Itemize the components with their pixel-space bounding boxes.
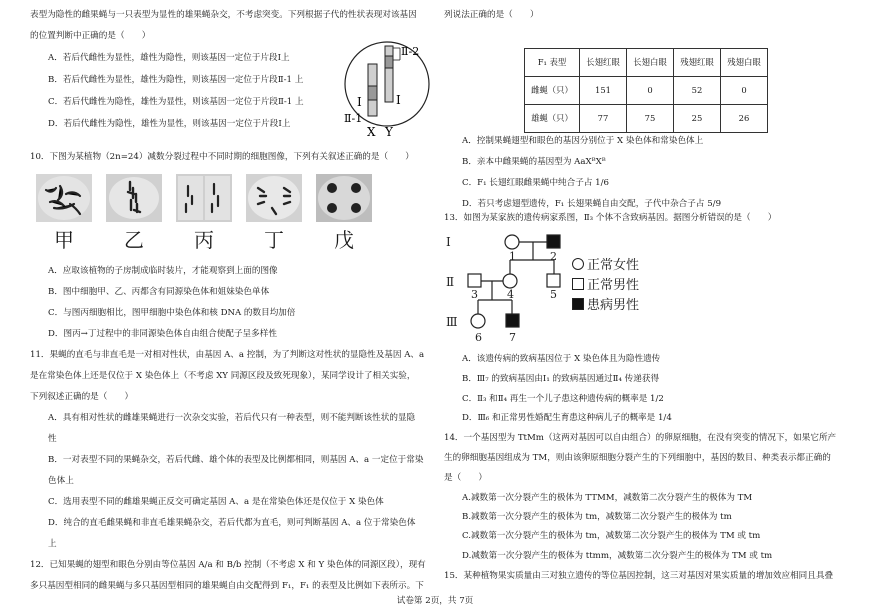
cell-images — [36, 174, 376, 254]
q9-option-c: C．若后代雌性为隐性，雄性为显性，则该基因一定位于片段Ⅱ-1 上 — [48, 97, 304, 107]
q10-option-c: C．与图丙细胞相比，图甲细胞中染色体和核 DNA 的数目均加倍 — [48, 308, 296, 318]
x-homologous-segment — [368, 86, 377, 100]
q12-option-b: B．亲本中雌果蝇的基因型为 AaXᴮXᴮ — [462, 157, 606, 167]
q11-option-b-line1: B．一对表型不同的果蝇杂交，若后代雌、雄个体的表型及比例都相同，则基因 A、a 一定位于常染 — [48, 455, 424, 465]
y-chromosome — [385, 46, 393, 102]
generation-label-ii: Ⅱ — [446, 275, 455, 289]
cell-image-ding — [246, 174, 302, 222]
cell-image-yi — [106, 174, 162, 222]
cell-label-bing: 丙 — [194, 228, 214, 252]
pedigree-chart — [444, 228, 684, 348]
q13-option-a: A．该遗传病的致病基因位于 X 染色体且为隐性遗传 — [462, 354, 661, 364]
q14-option-b: B.减数第一次分裂产生的极体为 tm，减数第二次分裂产生的极体为 tm — [462, 512, 732, 522]
q14-stem-line1: 14．一个基因型为 TtMm（这两对基因可以自由组合）的卵原细胞，在没有突变的情况下，如果它所产 — [444, 433, 837, 443]
q12-stem-continued: 列说法正确的是（ ） — [444, 10, 539, 20]
q11-option-d-line1: D．纯合的直毛雌果蝇和非直毛雄果蝇杂交，若后代都为直毛，则可判断基因 A、a 位于常染色体 — [48, 518, 416, 528]
q14-stem-line2: 生的卵细胞基因组成为 TM，则由该卵原细胞分裂产生的下列细胞中，基因的数目、种类表示都正确的 — [444, 453, 831, 463]
label-i-right: Ⅰ — [396, 93, 401, 107]
legend-affected-male — [572, 298, 639, 318]
legend-label: 正常男性 — [587, 278, 640, 293]
y-homologous-segment — [385, 56, 393, 68]
circle-icon — [572, 258, 584, 270]
table-header-cell: 残翅白眼 — [721, 49, 768, 77]
generation-label-iii: Ⅲ — [446, 315, 458, 329]
table-cell: 0 — [721, 77, 768, 105]
q12-option-c: C．F₁ 长翅红眼雌果蝇中纯合子占 1/6 — [462, 178, 609, 188]
q14-option-a: A.减数第一次分裂产生的极体为 TTMM，减数第二次分裂产生的极体为 TM — [462, 493, 753, 503]
cell-image-wu — [316, 174, 372, 222]
pedigree-num-6: 6 — [475, 331, 482, 344]
q12-stem-line1: 12．已知果蝇的翅型和眼色分别由等位基因 A/a 和 B/b 控制（不考虑 X 和 Y 染色体的同源区段），现有 — [30, 560, 426, 570]
generation-label-i: Ⅰ — [446, 235, 451, 249]
pedigree-iii7-affected-male — [506, 314, 519, 327]
table-header-cell: F₁ 表型 — [525, 49, 580, 77]
legend-normal-male — [572, 278, 639, 298]
table-cell: 25 — [674, 105, 721, 133]
q11-stem-line2: 是在常染色体上还是仅位于 X 染色体上（不考虑 XY 同源区段及致死现象），某同学设计了相关实验， — [30, 371, 416, 381]
q11-option-a-line1: A．具有相对性状的雌雄果蝇进行一次杂交实验，若后代只有一种表型，则不能判断该性状的显隐 — [48, 413, 416, 423]
q13-option-d: D．Ⅲ₆ 和正常男性婚配生育患这种病儿子的概率是 1/4 — [462, 413, 672, 423]
q11-option-a-line2: 性 — [48, 434, 57, 444]
table-header-cell: 残翅红眼 — [674, 49, 721, 77]
pedigree-num-1: 1 — [509, 250, 516, 263]
q13-option-b: B．Ⅲ₇ 的致病基因由Ⅰ₁ 的致病基因通过Ⅱ₄ 传递获得 — [462, 374, 660, 384]
table-cell: 151 — [580, 77, 627, 105]
pedigree-ii3-normal-male — [468, 274, 481, 287]
table-cell: 0 — [627, 77, 674, 105]
q9-option-d: D．若后代雌性为隐性，雄性为显性，则该基因一定位于片段Ⅰ上 — [48, 119, 291, 129]
q14-option-d: D.减数第一次分裂产生的极体为 ttmm，减数第二次分裂产生的极体为 TM 或 tm — [462, 551, 773, 561]
q10-option-d: D．图丙→丁过程中的非同源染色体自由组合使配子呈多样性 — [48, 329, 277, 339]
legend-normal-female — [572, 258, 639, 278]
xy-chromosome-figure — [344, 24, 430, 146]
pedigree-num-5: 5 — [550, 288, 557, 301]
q10-option-b: B．图中细胞甲、乙、丙都含有同源染色体和姐妹染色单体 — [48, 287, 270, 297]
q14-stem-line3: 是（ ） — [444, 473, 487, 483]
table-cell: 52 — [674, 77, 721, 105]
q12-option-a: A．控制果蝇翅型和眼色的基因分别位于 X 染色体和常染色体上 — [462, 136, 704, 146]
cell-label-yi: 乙 — [124, 228, 144, 252]
label-i-left: Ⅰ — [357, 95, 362, 109]
square-icon — [572, 278, 584, 290]
label-x: X — [367, 125, 376, 139]
q11-option-d-line2: 上 — [48, 539, 57, 549]
filled-square-icon — [572, 298, 584, 310]
table-cell: 75 — [627, 105, 674, 133]
cell-label-ding: 丁 — [264, 228, 284, 252]
pedigree-legend — [572, 258, 639, 318]
q13-option-c: C．Ⅱ₃ 和Ⅱ₄ 再生一个儿子患这种遗传病的概率是 1/2 — [462, 394, 664, 404]
pedigree-iii6-normal-female — [471, 314, 485, 328]
q9-stem-line1: 表型为隐性的雌果蝇与一只表型为显性的雄果蝇杂交，不考虑突变。下列根据子代的性状表现对该基因 — [30, 10, 417, 20]
cell-label-wu: 戊 — [334, 228, 354, 252]
legend-label: 患病男性 — [587, 298, 640, 313]
q13-stem: 13．如图为某家族的遗传病家系图，Ⅱ₃ 个体不含致病基因。据图分析错误的是（ ） — [444, 213, 777, 223]
pedigree-i2-affected-male — [547, 235, 560, 248]
pedigree-num-3: 3 — [471, 288, 478, 301]
table-header-cell: 长翅白眼 — [627, 49, 674, 77]
q10-option-a: A．应取该植物的子房制成临时装片，才能观察到上面的图像 — [48, 266, 278, 276]
pedigree-i1-normal-female — [505, 235, 519, 249]
q10-stem: 10．下图为某植物（2n=24）减数分裂过程中不同时期的细胞图像，下列有关叙述正确的是（ ） — [30, 152, 414, 162]
table-row — [525, 105, 768, 133]
table-row — [525, 77, 768, 105]
q9-option-b: B．若后代雌性为显性，雄性为隐性，则该基因一定位于片段Ⅱ-1 上 — [48, 75, 304, 85]
q11-option-b-line2: 色体上 — [48, 476, 74, 486]
table-header-row — [525, 49, 768, 77]
q9-option-a: A．若后代雌性为显性，雄性为隐性，则该基因一定位于片段Ⅰ上 — [48, 53, 290, 63]
pedigree-ii5-normal-male — [547, 274, 560, 287]
q9-stem-line2: 的位置判断中正确的是（ ） — [30, 31, 151, 41]
q15-stem: 15．某种植物果实质量由三对独立遗传的等位基因控制，这三对基因对果实质量的增加效应相同且具叠 — [444, 571, 834, 581]
page-footer: 试卷第 2页，共 7页 — [396, 596, 474, 606]
f1-phenotype-table — [524, 48, 768, 133]
q11-option-c: C．选用表型不同的雌雄果蝇正反交可确定基因 A、a 是在常染色体还是仅位于 X 染色体 — [48, 497, 384, 507]
pedigree-num-2: 2 — [550, 250, 557, 263]
q12-option-d: D．若只考虑翅型遗传，F₁ 长翅果蝇自由交配，子代中杂合子占 5/9 — [462, 199, 722, 209]
pedigree-num-4: 4 — [507, 288, 514, 301]
q14-option-c: C.减数第一次分裂产生的极体为 tm，减数第二次分裂产生的极体为 TM 或 tm — [462, 531, 761, 541]
table-cell: 雌蝇（只） — [525, 77, 580, 105]
q11-stem-line3: 下列叙述正确的是（ ） — [30, 392, 134, 402]
cell-label-jia: 甲 — [54, 228, 74, 252]
cell-image-bing — [176, 174, 232, 222]
legend-label: 正常女性 — [587, 258, 640, 273]
pedigree-num-7: 7 — [509, 331, 516, 344]
table-cell: 77 — [580, 105, 627, 133]
q12-stem-line2: 多只基因型相同的雌果蝇与多只基因型相同的雄果蝇自由交配得到 F₁，F₁ 的表型及比例如下表所示。下 — [30, 581, 424, 591]
label-ii1: Ⅱ-1 — [344, 112, 363, 125]
label-y: Y — [385, 125, 393, 139]
table-cell: 26 — [721, 105, 768, 133]
q11-stem-line1: 11．果蝇的直毛与非直毛是一对相对性状，由基因 A、a 控制，为了判断这对性状的显隐性及基因 A、a — [30, 350, 425, 360]
table-header-cell: 长翅红眼 — [580, 49, 627, 77]
pedigree-ii4-normal-female — [503, 274, 517, 288]
cell-image-jia — [36, 174, 92, 222]
label-ii2: Ⅱ-2 — [401, 45, 420, 58]
table-cell: 雄蝇（只） — [525, 105, 580, 133]
